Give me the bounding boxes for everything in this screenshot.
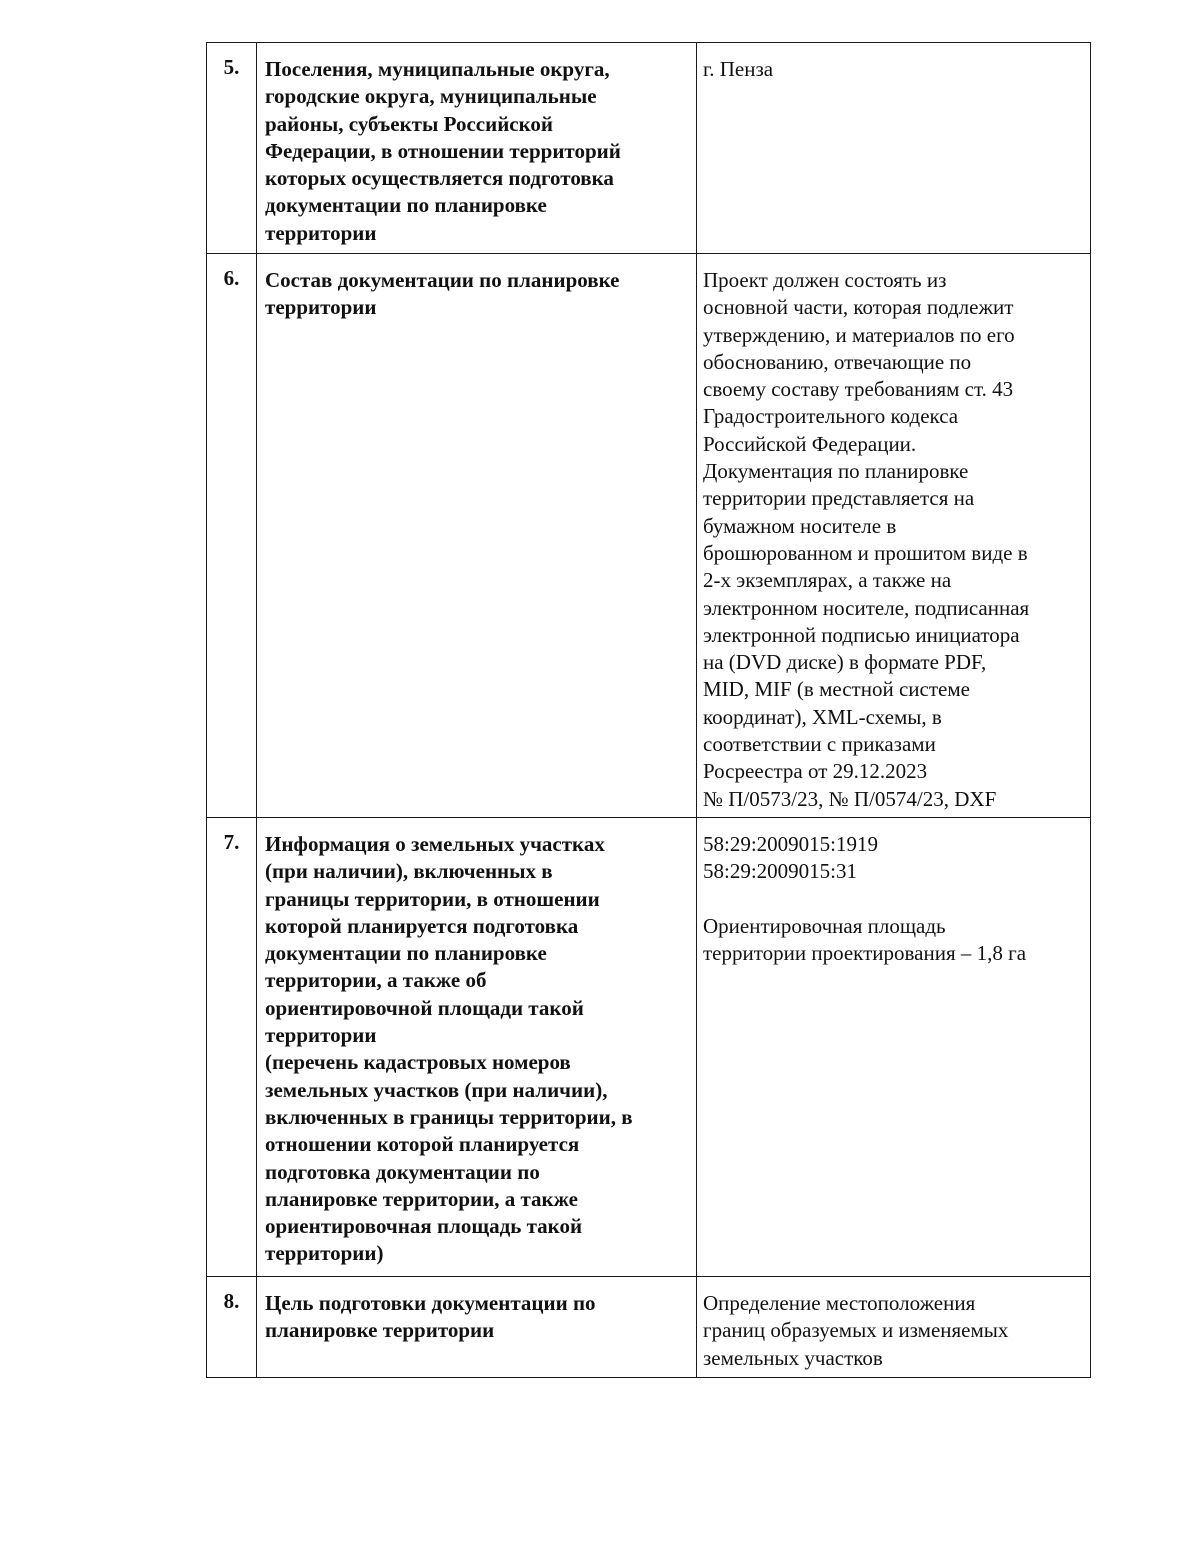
title-line: ориентировочной площади такой	[265, 995, 584, 1020]
title-line: включенных в границы территории, в	[265, 1104, 633, 1129]
title-line: территории)	[265, 1241, 384, 1266]
value-line: Росреестра от 29.12.2023	[703, 759, 928, 784]
value-line: 2-х экземплярах, а также на	[703, 568, 952, 593]
title-line: отношении которой планируется	[265, 1132, 580, 1157]
title-line: Поселения, муниципальные округа,	[265, 57, 610, 81]
value-line: основной части, которая подлежит	[703, 295, 1014, 320]
title-line: Федерации, в отношении территорий	[265, 138, 621, 163]
title-line: которой планируется подготовка	[265, 913, 579, 938]
value-line: обоснованию, отвечающие по	[703, 349, 972, 374]
title-line: территории	[265, 295, 377, 320]
table-row	[207, 1276, 1091, 1377]
row-value	[697, 43, 1090, 87]
row-title	[257, 254, 696, 326]
value-line: Документация по планировке	[703, 459, 969, 484]
row-number: 8.	[223, 1288, 240, 1313]
title-line: границы территории, в отношении	[265, 886, 600, 911]
row-value-cell	[697, 817, 1091, 1276]
value-line: электронной подписью инициатора	[703, 622, 1020, 647]
row-number-cell	[207, 817, 257, 1276]
table-row	[207, 43, 1091, 254]
value-line: на (DVD диске) в формате PDF,	[703, 650, 987, 675]
value-line: электронном носителе, подписанная	[703, 595, 1030, 620]
row-value-cell	[697, 1276, 1091, 1377]
value-line: своему составу требованиям ст. 43	[703, 377, 1014, 402]
title-line: документации по планировке	[265, 941, 547, 966]
value-line: соответствии с приказами	[703, 732, 936, 757]
value-line: Определение местоположения	[703, 1290, 976, 1315]
value-line: границ образуемых и изменяемых	[703, 1318, 1009, 1343]
value-line: координат), XML-схемы, в	[703, 704, 942, 729]
value-line: территории представляется на	[703, 486, 975, 511]
value-line: Градостроительного кодекса	[703, 404, 959, 429]
row-title	[257, 818, 696, 1272]
blank-line	[703, 886, 1086, 913]
title-line: планировке территории, а также	[265, 1186, 578, 1211]
title-line: земельных участков (при наличии),	[265, 1077, 608, 1102]
title-line: городские округа, муниципальные	[265, 84, 597, 109]
value-line: брошюрованном и прошитом виде в	[703, 540, 1028, 565]
row-title	[257, 43, 696, 251]
title-line: территории	[265, 220, 377, 245]
value-line: утверждению, и материалов по его	[703, 322, 1015, 347]
area-line: территории проектирования – 1,8 га	[703, 940, 1027, 965]
title-line: подготовка документации по	[265, 1159, 540, 1184]
value-line: Проект должен состоять из	[703, 268, 947, 292]
table-row	[207, 254, 1091, 818]
row-number: 5.	[223, 55, 240, 79]
area-line: Ориентировочная площадь	[703, 913, 946, 938]
title-line: территории, а также об	[265, 968, 487, 993]
title-line: Состав документации по планировке	[265, 268, 620, 292]
value-line: Российской Федерации.	[703, 431, 917, 456]
row-title	[257, 1277, 696, 1349]
row-value	[697, 1277, 1090, 1376]
title-line: районы, субъекты Российской	[265, 111, 554, 136]
table-row	[207, 817, 1091, 1276]
title-line: которых осуществляется подготовка	[265, 166, 614, 191]
row-number-cell	[207, 1276, 257, 1377]
title-line: (перечень кадастровых номеров	[265, 1050, 571, 1075]
row-title-cell	[257, 254, 697, 818]
title-line: Цель подготовки документации по	[265, 1290, 596, 1315]
row-title-cell	[257, 43, 697, 254]
row-value	[697, 254, 1090, 817]
value-line: бумажном носителе в	[703, 513, 897, 538]
row-number: 6.	[223, 266, 240, 290]
value-line: № П/0573/23, № П/0574/23, DXF	[703, 786, 997, 811]
row-number-cell	[207, 43, 257, 254]
row-title-cell	[257, 1276, 697, 1377]
row-value-cell	[697, 43, 1091, 254]
title-line: ориентировочная площадь такой	[265, 1214, 583, 1239]
document-page	[206, 42, 1090, 1378]
cadastral-number: 58:29:2009015:1919	[703, 831, 879, 856]
title-line: Информация о земельных участках	[265, 831, 605, 856]
value-line: г. Пенза	[703, 57, 774, 81]
title-line: (при наличии), включенных в	[265, 859, 553, 884]
row-number-cell	[207, 254, 257, 818]
row-value	[697, 818, 1090, 971]
title-line: территории	[265, 1023, 377, 1048]
value-line: земельных участков	[703, 1345, 883, 1370]
value-line: MID, MIF (в местной системе	[703, 677, 970, 702]
row-value-cell	[697, 254, 1091, 818]
title-line: документации по планировке	[265, 193, 547, 218]
cadastral-number: 58:29:2009015:31	[703, 859, 858, 884]
planning-documentation-table	[206, 42, 1091, 1378]
row-title-cell	[257, 817, 697, 1276]
row-number: 7.	[223, 829, 240, 854]
title-line: планировке территории	[265, 1318, 495, 1343]
